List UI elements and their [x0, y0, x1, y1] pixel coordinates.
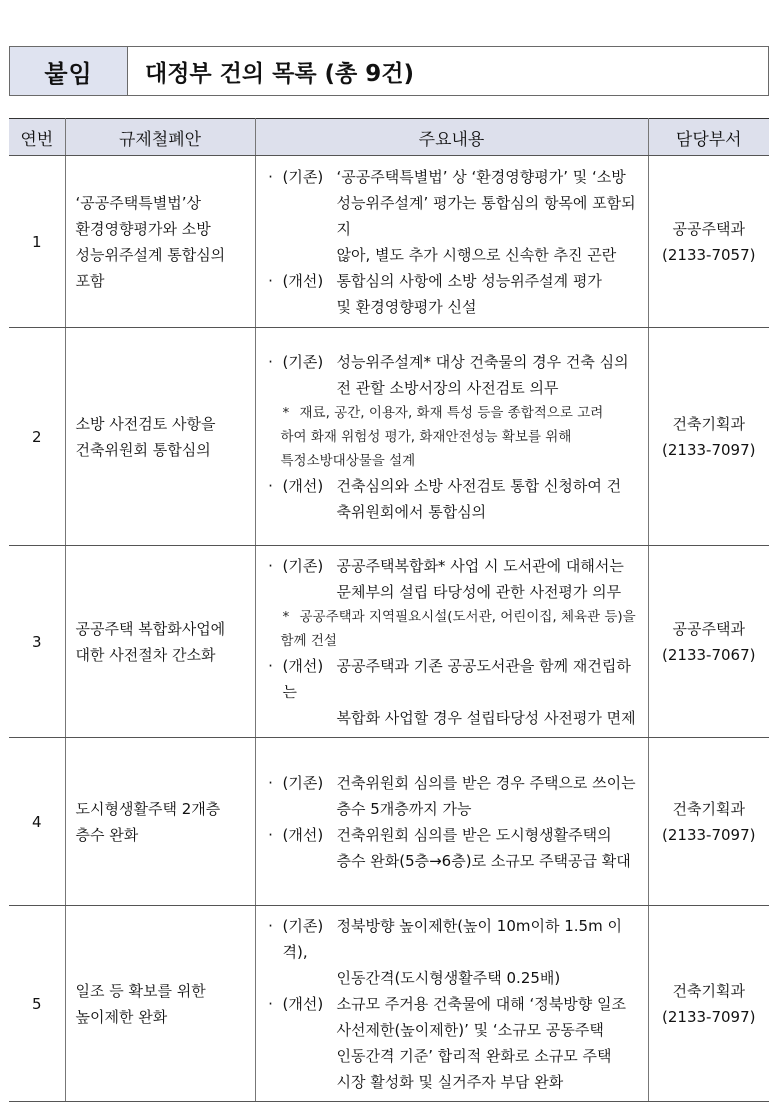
department-phone: (2133-7097) [662, 1007, 756, 1026]
col-header-dept: 담당부서 [648, 119, 769, 156]
improvement-item [264, 991, 642, 1095]
department [648, 738, 769, 906]
row-number: 4 [9, 738, 65, 906]
proposal-title-line: 소방 사전검토 사항을 [75, 414, 216, 433]
department-name: 건축기획과 [672, 799, 745, 818]
proposal-title-line: 도시형생활주택 2개층 [75, 799, 221, 818]
item-text-line: 성능위주설계* 대상 건축물의 경우 건축 심의 [336, 352, 629, 371]
table-header-row [9, 119, 769, 156]
department-phone: (2133-7097) [662, 440, 756, 459]
proposal-title-line: 층수 완화 [75, 825, 139, 844]
main-content [255, 328, 648, 546]
item-text-line: 축위원회에서 통합심의 [336, 502, 487, 521]
row-number: 3 [9, 546, 65, 738]
bullet-icon: · [268, 167, 273, 186]
table-row [9, 156, 769, 328]
item-text-line: 건축위원회 심의를 받은 경우 주택으로 쓰이는 [336, 773, 636, 792]
item-label: (기존) [282, 167, 324, 186]
item-text-line: 층수 완화(5층→6층)로 소규모 주택공급 확대 [336, 851, 631, 870]
item-text-line: 건축심의와 소방 사전검토 통합 신청하여 건 [336, 476, 622, 495]
col-header-content: 주요내용 [255, 119, 648, 156]
item-text-line: 않아, 별도 추가 시행으로 신속한 추진 곤란 [336, 245, 617, 264]
department-phone: (2133-7057) [662, 245, 756, 264]
bullet-icon: · [268, 556, 273, 575]
proposal-table [9, 118, 769, 1102]
row-number: 2 [9, 328, 65, 546]
improvement-item [264, 268, 642, 320]
asterisk-icon: * [282, 404, 290, 421]
existing-item [264, 913, 642, 991]
item-text-line: 공공주택과 기존 공공도서관을 함께 재건립하는 [282, 656, 631, 701]
col-header-no: 연번 [9, 119, 65, 156]
item-text-line: 문체부의 설립 타당성에 관한 사전평가 의무 [336, 582, 622, 601]
proposal-title [65, 738, 255, 906]
bullet-icon: · [268, 916, 273, 935]
item-text-line: 시장 활성화 및 실거주자 부담 완화 [336, 1072, 564, 1091]
item-text-line: 층수 5개층까지 가능 [336, 799, 472, 818]
proposal-title-line: ‘공공주택특별법’상 [75, 193, 201, 212]
proposal-title [65, 546, 255, 738]
title-box [9, 46, 769, 96]
table-row [9, 906, 769, 1102]
department [648, 156, 769, 328]
proposal-title [65, 156, 255, 328]
improvement-item [264, 473, 642, 525]
footnote-line: 공공주택과 지역필요시설(도서관, 어린이집, 체육관 등)을 [299, 608, 636, 625]
department [648, 328, 769, 546]
item-label: (개선) [282, 656, 324, 675]
bullet-icon: · [268, 352, 273, 371]
main-content [255, 738, 648, 906]
improvement-item [264, 653, 642, 731]
footnote-line: 특정소방대상물을 설계 [280, 452, 416, 469]
item-text-line: 소규모 주거용 건축물에 대해 ‘정북방향 일조 [336, 994, 626, 1013]
main-content [255, 546, 648, 738]
department [648, 906, 769, 1102]
item-label: (기존) [282, 352, 324, 371]
footnote [264, 401, 642, 473]
proposal-title-line: 포함 [75, 271, 105, 290]
table-body [9, 156, 769, 1102]
item-label: (개선) [282, 825, 324, 844]
attachment-tag: 붙임 [10, 47, 128, 95]
item-text-line: 공공주택복합화* 사업 시 도서관에 대해서는 [336, 556, 624, 575]
main-content [255, 156, 648, 328]
item-label: (개선) [282, 271, 324, 290]
department [648, 546, 769, 738]
proposal-title-line: 공공주택 복합화사업에 [75, 619, 226, 638]
item-text-line: 및 환경영향평가 신설 [336, 297, 477, 316]
row-number: 5 [9, 906, 65, 1102]
item-label: (개선) [282, 994, 324, 1013]
item-label: (기존) [282, 556, 324, 575]
item-text-line: 복합화 사업할 경우 설립타당성 사전평가 면제 [336, 708, 636, 727]
proposal-title-line: 환경영향평가와 소방 [75, 219, 211, 238]
improvement-item [264, 822, 642, 874]
department-name: 건축기획과 [672, 981, 745, 1000]
item-text-line: 인동간격 기준’ 합리적 완화로 소규모 주택 [336, 1046, 612, 1065]
asterisk-icon: * [282, 608, 290, 625]
proposal-title-line: 일조 등 확보를 위한 [75, 981, 206, 1000]
bullet-icon: · [268, 994, 273, 1013]
col-header-title: 규제철폐안 [65, 119, 255, 156]
proposal-title [65, 328, 255, 546]
footnote-line: 하여 화재 위험성 평가, 화재안전성능 확보를 위해 [280, 428, 572, 445]
existing-item [264, 553, 642, 605]
proposal-title-line: 성능위주설계 통합심의 [75, 245, 226, 264]
proposal-title-line: 건축위원회 통합심의 [75, 440, 211, 459]
bullet-icon: · [268, 476, 273, 495]
row-number: 1 [9, 156, 65, 328]
table-row [9, 546, 769, 738]
proposal-title [65, 906, 255, 1102]
table-row [9, 328, 769, 546]
footnote-line: 재료, 공간, 이용자, 화재 특성 등을 종합적으로 고려 [299, 404, 604, 421]
footnote-line: 함께 건설 [280, 632, 337, 649]
table-row [9, 738, 769, 906]
item-text-line: ‘공공주택특별법’ 상 ‘환경영향평가’ 및 ‘소방 [336, 167, 626, 186]
existing-item [264, 770, 642, 822]
item-text-line: 전 관할 소방서장의 사전검토 의무 [336, 378, 559, 397]
department-phone: (2133-7067) [662, 645, 756, 664]
existing-item [264, 164, 642, 268]
department-phone: (2133-7097) [662, 825, 756, 844]
item-label: (기존) [282, 773, 324, 792]
bullet-icon: · [268, 271, 273, 290]
bullet-icon: · [268, 656, 273, 675]
department-name: 공공주택과 [672, 219, 745, 238]
item-text-line: 사선제한(높이제한)’ 및 ‘소규모 공동주택 [336, 1020, 604, 1039]
item-text-line: 인동간격(도시형생활주택 0.25배) [336, 968, 561, 987]
item-text-line: 건축위원회 심의를 받은 도시형생활주택의 [336, 825, 612, 844]
department-name: 건축기획과 [672, 414, 745, 433]
main-content [255, 906, 648, 1102]
item-label: (개선) [282, 476, 324, 495]
document-title: 대정부 건의 목록 (총 9건) [145, 60, 415, 87]
proposal-title-line: 대한 사전절차 간소화 [75, 645, 216, 664]
department-name: 공공주택과 [672, 619, 745, 638]
item-text-line: 통합심의 사항에 소방 성능위주설계 평가 [336, 271, 602, 290]
proposal-title-line: 높이제한 완화 [75, 1007, 168, 1026]
item-text-line: 성능위주설계’ 평가는 통합심의 항목에 포함되지 [336, 193, 636, 238]
existing-item [264, 349, 642, 401]
bullet-icon: · [268, 825, 273, 844]
footnote [264, 605, 642, 653]
item-text-line: 정북방향 높이제한(높이 10m이하 1.5m 이격), [282, 916, 622, 961]
item-label: (기존) [282, 916, 324, 935]
bullet-icon: · [268, 773, 273, 792]
